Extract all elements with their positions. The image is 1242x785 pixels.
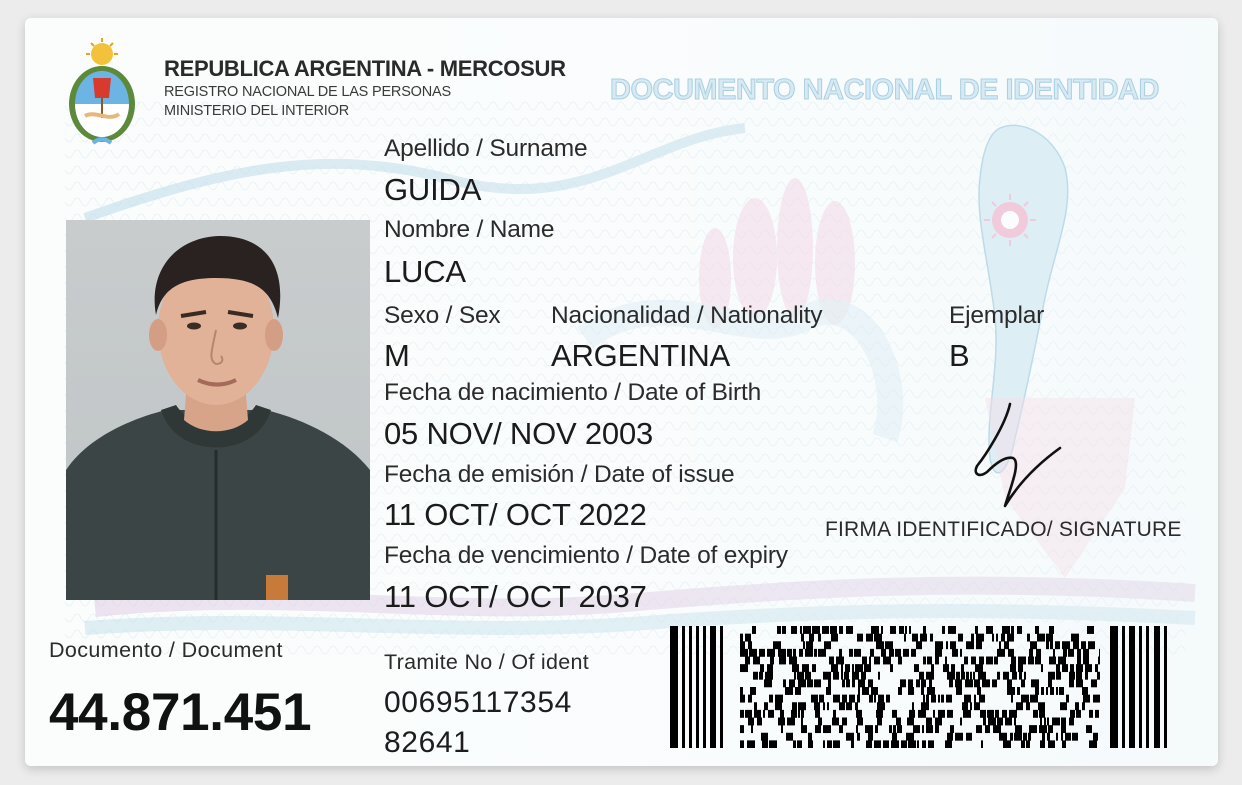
argentina-coat-of-arms-icon <box>63 38 141 150</box>
name-label: Nombre / Name <box>384 216 555 243</box>
issue-value: 11 OCT/ OCT 2022 <box>384 497 647 532</box>
ministry-heading: MINISTERIO DEL INTERIOR <box>164 103 349 119</box>
id-card <box>25 18 1218 766</box>
pdf417-barcode <box>670 626 1170 748</box>
sex-value: M <box>384 338 410 373</box>
document-number: 44.871.451 <box>49 683 312 742</box>
expiry-label: Fecha de vencimiento / Date of expiry <box>384 542 788 569</box>
nationality-value: ARGENTINA <box>551 338 731 373</box>
copy-label: Ejemplar <box>949 302 1045 329</box>
surname-label: Apellido / Surname <box>384 135 588 162</box>
copy-value: B <box>949 338 970 373</box>
document-label: Documento / Document <box>49 638 283 662</box>
sex-label: Sexo / Sex <box>384 302 501 329</box>
handwritten-signature <box>965 396 1075 516</box>
document-title: DOCUMENTO NACIONAL DE IDENTIDAD <box>610 74 1159 106</box>
registry-heading: REGISTRO NACIONAL DE LAS PERSONAS <box>164 84 451 100</box>
birth-value: 05 NOV/ NOV 2003 <box>384 416 654 451</box>
nationality-label: Nacionalidad / Nationality <box>551 302 823 329</box>
birth-label: Fecha de nacimiento / Date of Birth <box>384 379 762 406</box>
signature-label: FIRMA IDENTIFICADO/ SIGNATURE <box>825 518 1182 541</box>
issue-label: Fecha de emisión / Date of issue <box>384 461 735 488</box>
tramite-value-line2: 82641 <box>384 726 471 759</box>
name-value: LUCA <box>384 254 466 289</box>
surname-value: GUIDA <box>384 172 482 207</box>
tramite-value-line1: 00695117354 <box>384 686 572 719</box>
country-heading: REPUBLICA ARGENTINA - MERCOSUR <box>164 56 566 81</box>
expiry-value: 11 OCT/ OCT 2037 <box>384 579 647 614</box>
tramite-label: Tramite No / Of ident <box>384 650 590 674</box>
holder-portrait <box>66 220 370 600</box>
